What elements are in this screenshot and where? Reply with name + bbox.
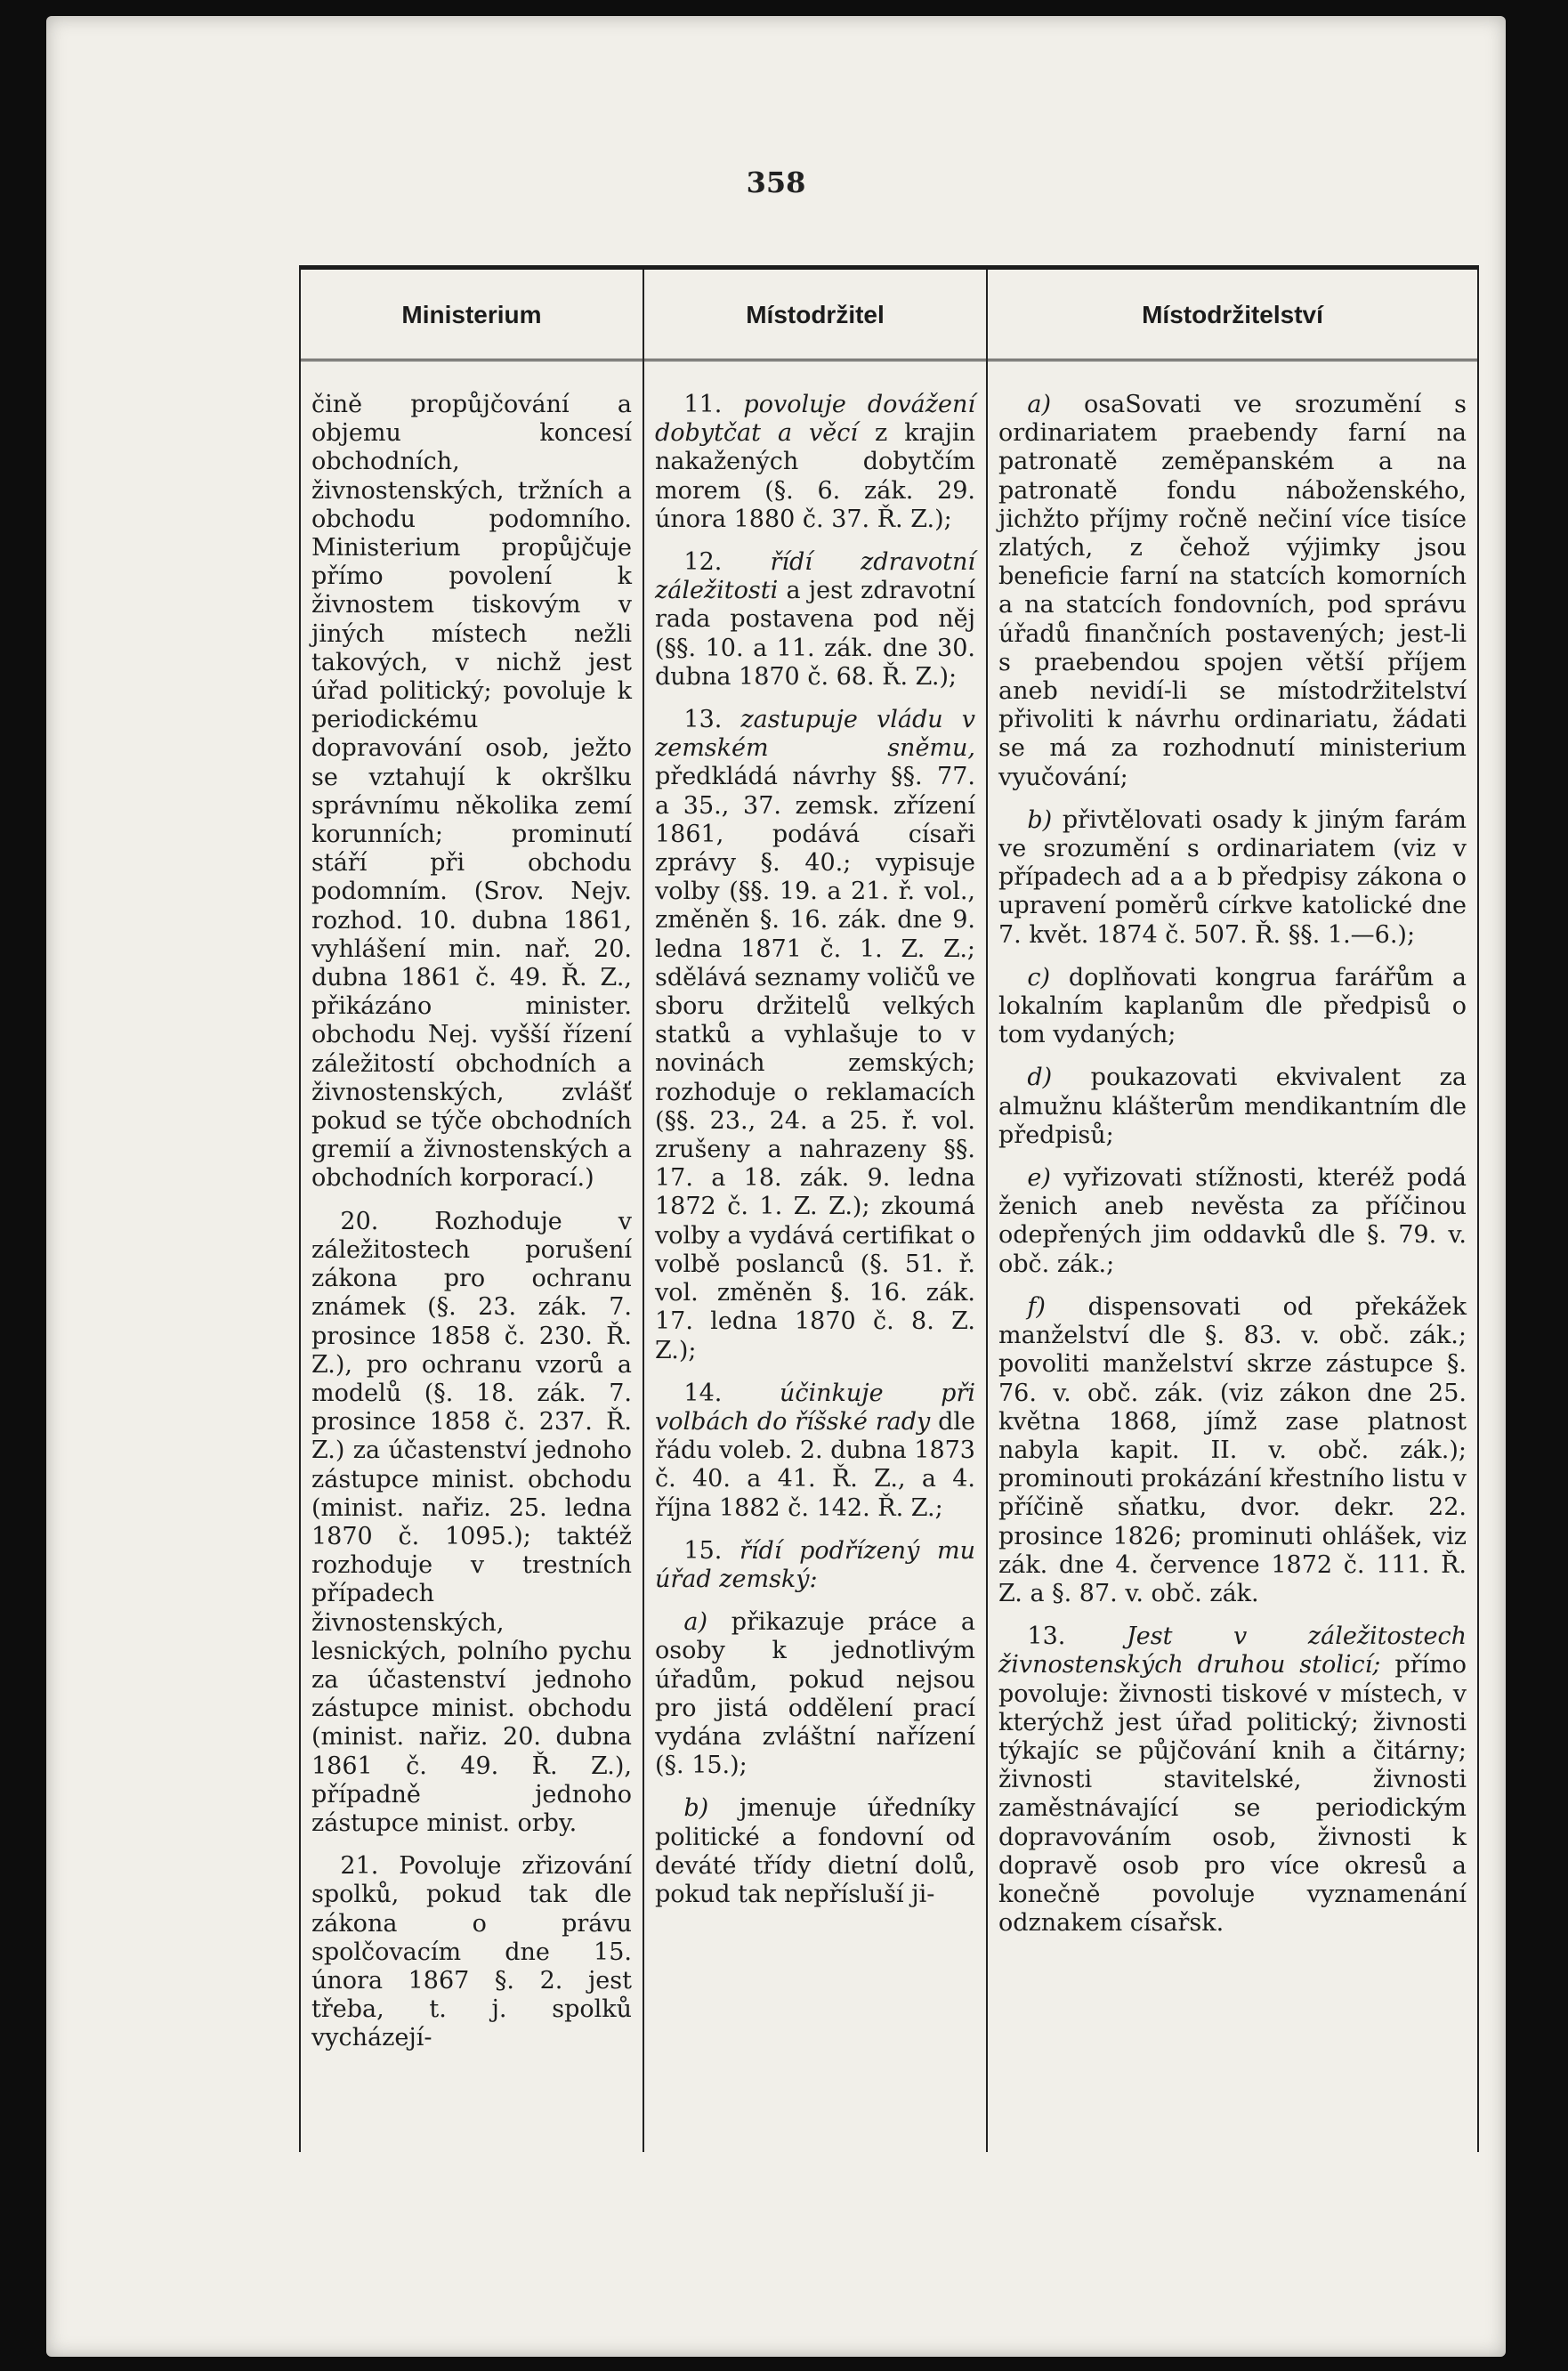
column-ministerium <box>311 391 632 2068</box>
paragraph: 21. Povoluje zřizování spolků, pokud tak dle zákona o právu spolčovacím dne 15. února 1867 §. 2. jest třeba, t. j. spolků vycházejí- <box>311 1852 632 2052</box>
header-rule <box>301 359 1477 361</box>
list-item: a) osaSovati ve srozumění s ordinariatem praebendy farní na patronatě zeměpanském a na patronatě fondu náboženského, jichžto příjmy ročně nečiní více tisíce zlatých, z čehož výjimky jsou beneficie farní na statcích komorních a na statcích fondovních, pod správu úřadů finančních postavených; jest-li s praebendou spojen větší příjem aneb nevidí-li se místodržitelství přivoliti k návrhu ordinariatu, žádati se má za rozhodnutí ministerium vyučování; <box>998 391 1467 791</box>
table-header <box>301 270 1477 360</box>
list-item: c) doplňovati kongrua farářům a lokalním kaplanům dle předpisů o tom vydaných; <box>998 963 1467 1049</box>
list-item: a) přikazuje práce a osoby k jednotlivým úřadům, pokud nejsou pro jistá oddělení prací vydána zvláštní nařízení (§. 15.); <box>655 1608 975 1780</box>
header-ministerium: Ministerium <box>401 301 542 328</box>
page-number: 358 <box>746 166 806 199</box>
list-item: 14. účinkuje při volbách do říšské rady dle řádu voleb. 2. dubna 1873 č. 40. a 41. Ř. Z., a 4. října 1882 č. 142. Ř. Z.; <box>655 1379 975 1522</box>
column-divider <box>643 270 644 2152</box>
list-item: b) jmenuje úředníky politické a fondovní od deváté třídy dietní dolů, pokud tak nepřísluší ji- <box>655 1794 975 1908</box>
list-item: 13. Jest v záležitostech živnostenských druhou stolicí; přímo povoluje: živnosti tiskové v místech, v kterýchž jest úřad politický; živnosti týkajíc se půjčování knih a čitárny; živnosti stavitelské, živnosti zaměstnávající se periodickým dopravováním osob, živnosti k dopravě osob pro více okresů a konečně povoluje vyznamenání odznakem císařsk. <box>998 1622 1467 1938</box>
list-item: d) poukazovati ekvivalent za almužnu klášterům mendikantním dle předpisů; <box>998 1064 1467 1149</box>
list-item: 12. řídí zdravotní záležitosti a jest zdravotní rada postavena pod něj (§§. 10. a 11. zák. dne 30. dubna 1870 č. 68. Ř. Z.); <box>655 548 975 691</box>
list-item: e) vyřizovati stížnosti, kteréž podá ženich aneb nevěsta za příčinou odepřených jim oddavků dle §. 79. v. obč. zák.; <box>998 1164 1467 1278</box>
column-mistodrzitelstvi <box>998 391 1467 1952</box>
list-item: b) přivtělovati osady k jiným farám ve srozumění s ordinariatem (viz v případech ad a a b předpisy zákona o upravení poměrů církve katolické dne 7. květ. 1874 č. 507. Ř. §§. 1.—6.); <box>998 805 1467 949</box>
header-mistodrzitelstvi: Místodržitelství <box>1142 301 1323 328</box>
list-item: f) dispensovati od překážek manželství dle §. 83. v. obč. zák.; povoliti manželství skrze zástupce §. 76. v. obč. zák. (viz zákon dne 25. května 1868, jímž zase platnost nabyla kapit. II. v. obč. zák.); prominouti prokázání křestního listu v příčině sňatku, dvor. dekr. 22. prosince 1826; prominuti ohlášek, viz zák. dne 4. července 1872 č. 111. Ř. Z. a §. 87. v. obč. zák. <box>998 1292 1467 1607</box>
three-column-table <box>299 265 1479 2152</box>
paragraph: 20. Rozhoduje v záležitostech porušení zákona pro ochranu známek (§. 23. zák. 7. prosince 1858 č. 230. Ř. Z.), pro ochranu vzorů a modelů (§. 18. zák. 7. prosince 1858 č. 237. Ř. Z.) za účastenství jednoho zástupce minist. obchodu (minist. nařiz. 25. ledna 1870 č. 1095.); taktéž rozhoduje v trestních případech živnostenských, lesnických, polního pychu za účastenství jednoho zástupce minist. obchodu (minist. nařiz. 20. dubna 1861 č. 49. Ř. Z.), případně jednoho zástupce minist. orby. <box>311 1207 632 1837</box>
column-divider <box>986 270 988 2152</box>
list-item: 13. zastupuje vládu v zemském sněmu, předkládá návrhy §§. 77. a 35., 37. zemsk. zřízení 1861, podává císaři zprávy §. 40.; vypisuje volby (§§. 19. a 21. ř. vol., změněn §. 16. zák. dne 9. ledna 1871 č. 1. Z. Z.; sdělává seznamy voličů ve sboru držitelů velkých statků a vyhlašuje to v novinách zemských; rozhoduje o reklamacích (§§. 23., 24. a 25. ř. vol. zrušeny a nahrazeny §§. 17. a 18. zák. 9. ledna 1872 č. 1. Z. Z.); zkoumá volby a vydává certifikat o volbě poslanců (§. 51. ř. vol. změněn §. 16. zák. 17. ledna 1870 č. 8. Z. Z.); <box>655 706 975 1364</box>
list-item: 15. řídí podřízený mu úřad zemský: <box>655 1536 975 1593</box>
header-mistodrzitel: Místodržitel <box>746 301 885 328</box>
column-mistodrzitel <box>655 391 975 1923</box>
list-item: 11. povoluje dovážení dobytčat a věcí z krajin nakažených dobytčím morem (§. 6. zák. 29. února 1880 č. 37. Ř. Z.); <box>655 391 975 533</box>
paragraph: čině propůjčování a objemu koncesí obchodních, živnostenských, tržních a obchodu podomního. Ministerium propůjčuje přímo povolení k živnostem tiskovým v jiných místech nežli takových, v nichž jest úřad politický; povoluje k periodickému dopravování osob, ježto se vztahují k okršlku správnímu několika zemí korunních; prominutí stáří při obchodu podomním. (Srov. Nejv. rozhod. 10. dubna 1861, vyhlášení min. nař. 20. dubna 1861 č. 49. Ř. Z., přikázáno minister. obchodu Nej. vyšší řízení záležitostí obchodních a živnostenských, zvlášť pokud se týče obchodních gremií a živnostenských a obchodních korporací.) <box>311 391 632 1193</box>
page-sheet <box>46 16 1506 2357</box>
